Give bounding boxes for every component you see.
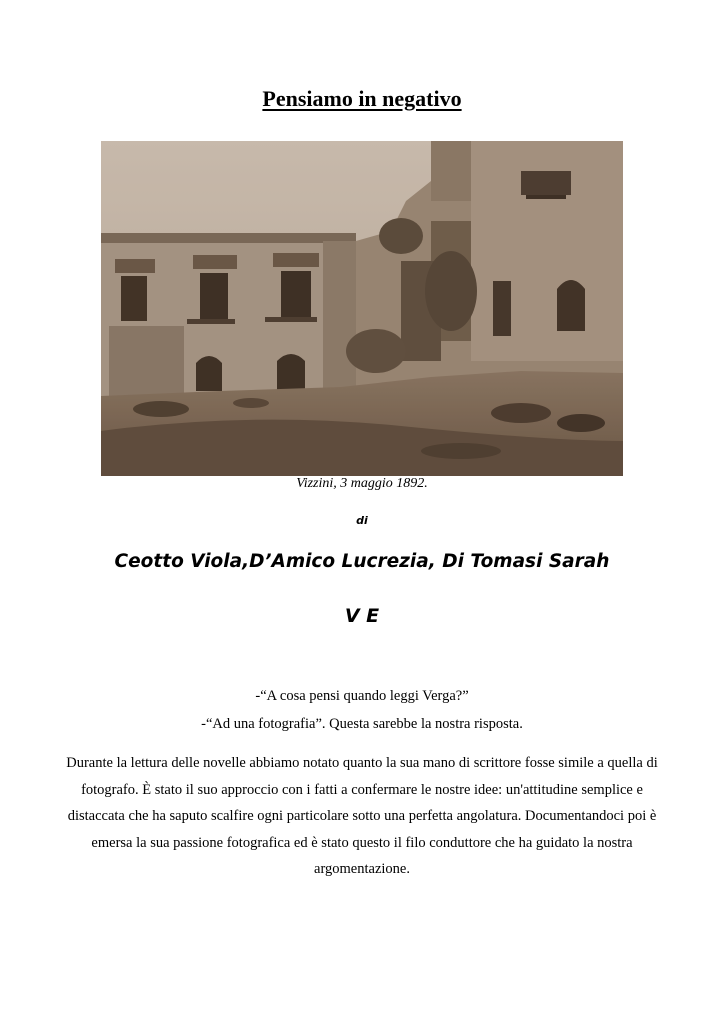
- document-title: Pensiamo in negativo: [262, 86, 462, 111]
- question-line: -“A cosa pensi quando leggi Verga?”: [255, 688, 469, 704]
- byline: di: [356, 514, 368, 527]
- class-label: V E: [344, 605, 380, 627]
- historic-photograph: [101, 141, 623, 476]
- intro-paragraph: Durante la lettura delle novelle abbiamo notato quanto la sua mano di scrittore fosse simile a quella di fotografo. È stato il suo approccio con i fatti a confermare le nostre idee: un'attitudine semplice e distaccata che ha saputo scalfire ogni particolare sotto una perfetta angolatura. Documentandoci poi è emersa la sua passione fotografica ed è stato questo il filo conduttore che ha guidato la nostra argomentazione.: [66, 755, 658, 877]
- authors-line: Ceotto Viola,D’Amico Lucrezia, Di Tomasi Sarah: [114, 551, 610, 572]
- answer-line: -“Ad una fotografia”. Questa sarebbe la nostra risposta.: [201, 716, 523, 732]
- photo-caption: Vizzini, 3 maggio 1892.: [296, 476, 428, 491]
